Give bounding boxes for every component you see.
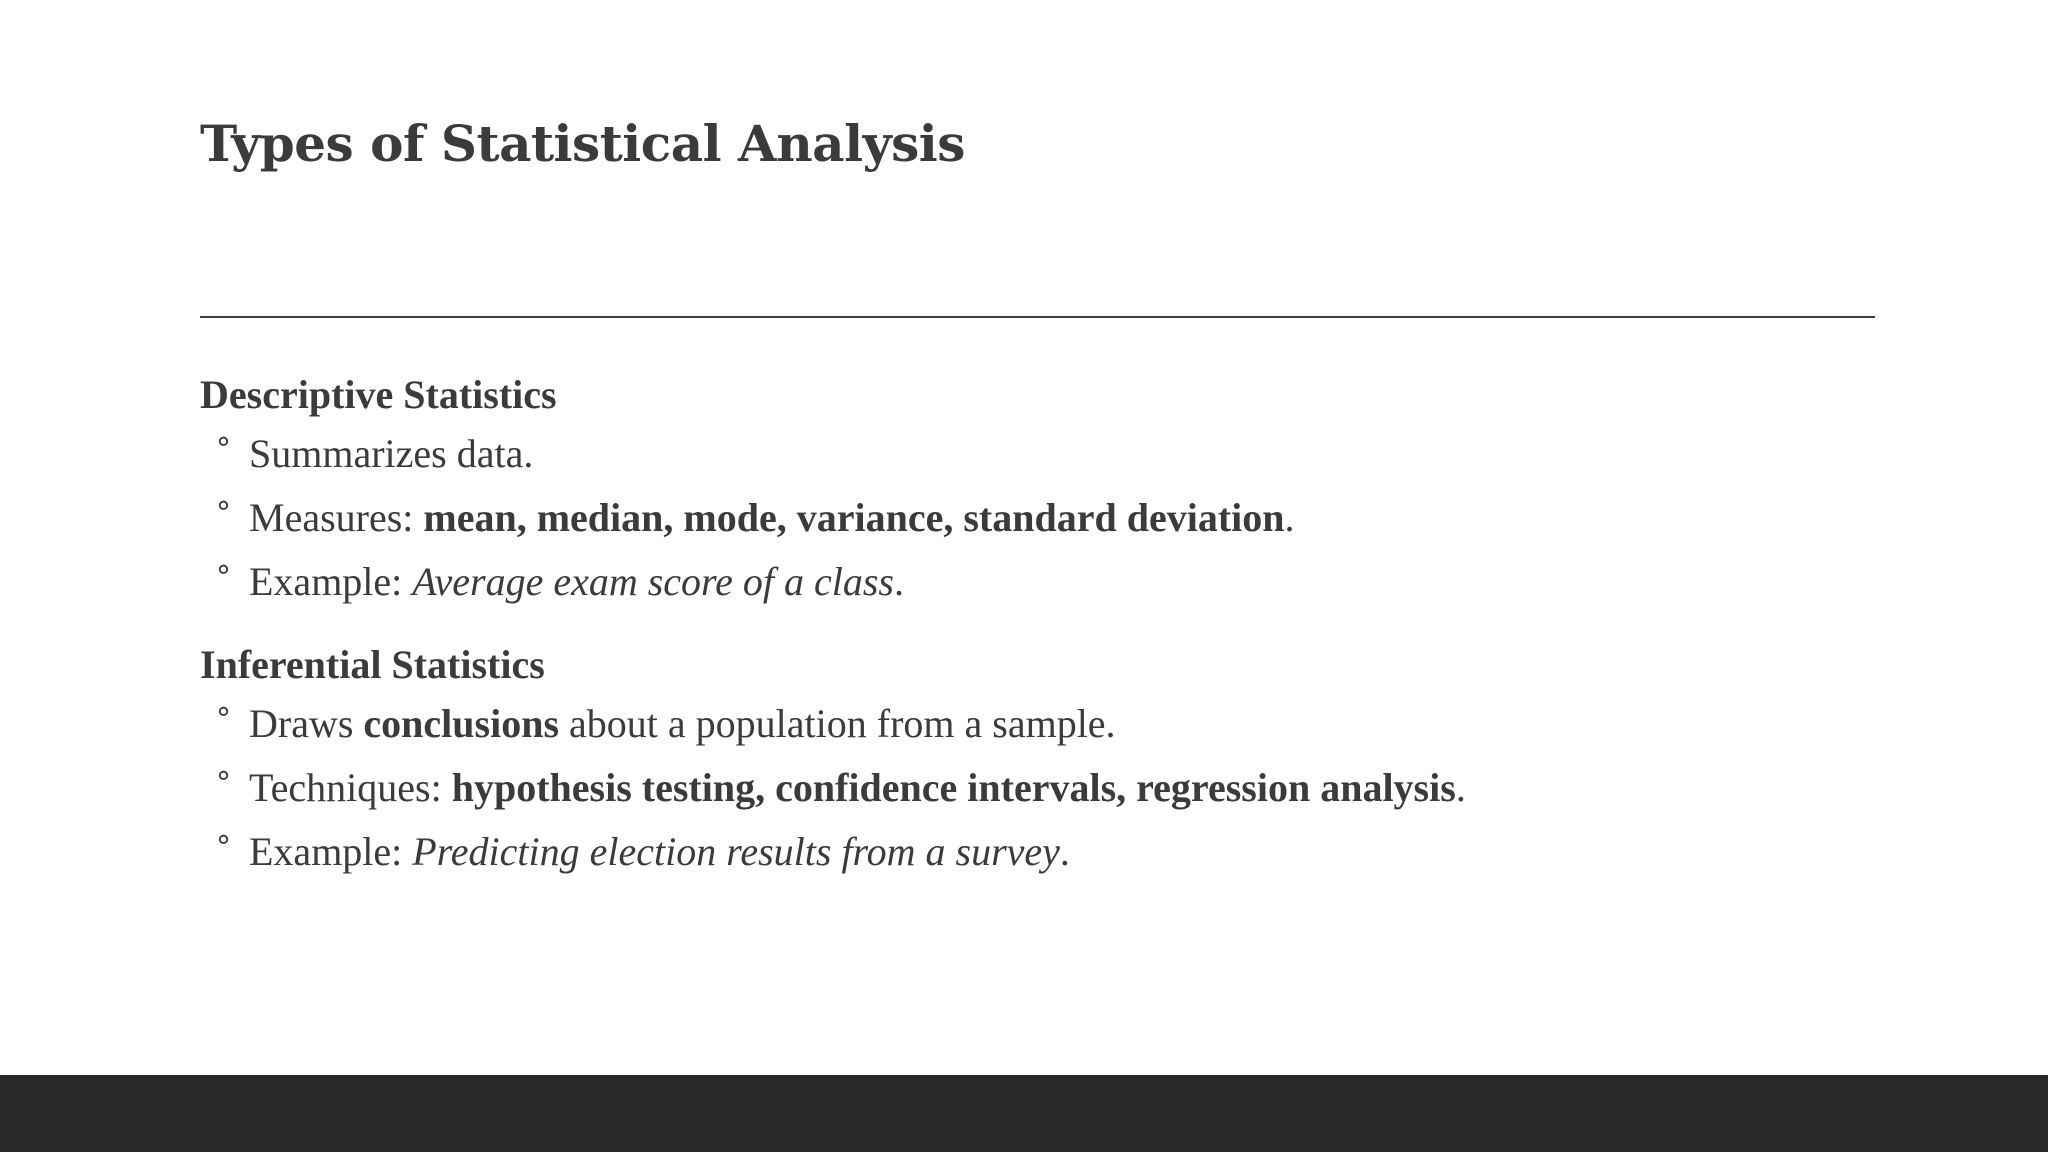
bullet-list (200, 692, 1900, 884)
bullet-text-prefix: Draws (249, 701, 364, 746)
bullet-text-suffix: . (1284, 495, 1295, 540)
section-heading: Inferential Statistics (200, 642, 545, 687)
bullet-text-prefix: Measures: (249, 495, 424, 540)
bullet-text-example: Predicting election results from a survey (412, 829, 1060, 874)
bullet-text-suffix: . (894, 559, 904, 604)
bullet-text-prefix: Example: (249, 829, 413, 874)
bullet-circle-icon: ° (216, 830, 231, 865)
bullet-text-emphasis: hypothesis testing, confidence intervals, regression analysis (451, 765, 1456, 810)
bullet-text-emphasis: mean, median, mode, variance, standard deviation (423, 495, 1285, 540)
bullet-text-emphasis: conclusions (363, 701, 560, 746)
bullet-item (200, 692, 1900, 756)
footer-bar (0, 1075, 2048, 1152)
bullet-circle-icon: ° (216, 432, 231, 467)
title-divider (200, 316, 1875, 318)
slide-body (200, 368, 1900, 884)
section-heading: Descriptive Statistics (200, 372, 557, 417)
bullet-item (200, 486, 1900, 550)
bullet-text-prefix: Techniques: (249, 765, 452, 810)
bullet-circle-icon: ° (216, 702, 231, 737)
bullet-text-suffix: . (1455, 765, 1466, 810)
section-descriptive-statistics (200, 368, 1900, 614)
bullet-circle-icon: ° (216, 560, 231, 595)
bullet-circle-icon: ° (216, 766, 231, 801)
bullet-text-suffix: . (1059, 829, 1070, 874)
slide-title: Types of Statistical Analysis (200, 114, 965, 173)
bullet-text-example: Average exam score of a class (412, 559, 894, 604)
bullet-item (200, 756, 1900, 820)
bullet-circle-icon: ° (216, 496, 231, 531)
bullet-item (200, 550, 1900, 614)
bullet-list (200, 422, 1900, 614)
bullet-text: Summarizes data. (249, 431, 534, 476)
section-inferential-statistics (200, 638, 1900, 884)
bullet-text-prefix: Example: (249, 559, 413, 604)
bullet-item (200, 820, 1900, 884)
bullet-item (200, 422, 1900, 486)
bullet-text-suffix: about a population from a sample. (559, 701, 1116, 746)
section-spacer (200, 614, 1900, 638)
